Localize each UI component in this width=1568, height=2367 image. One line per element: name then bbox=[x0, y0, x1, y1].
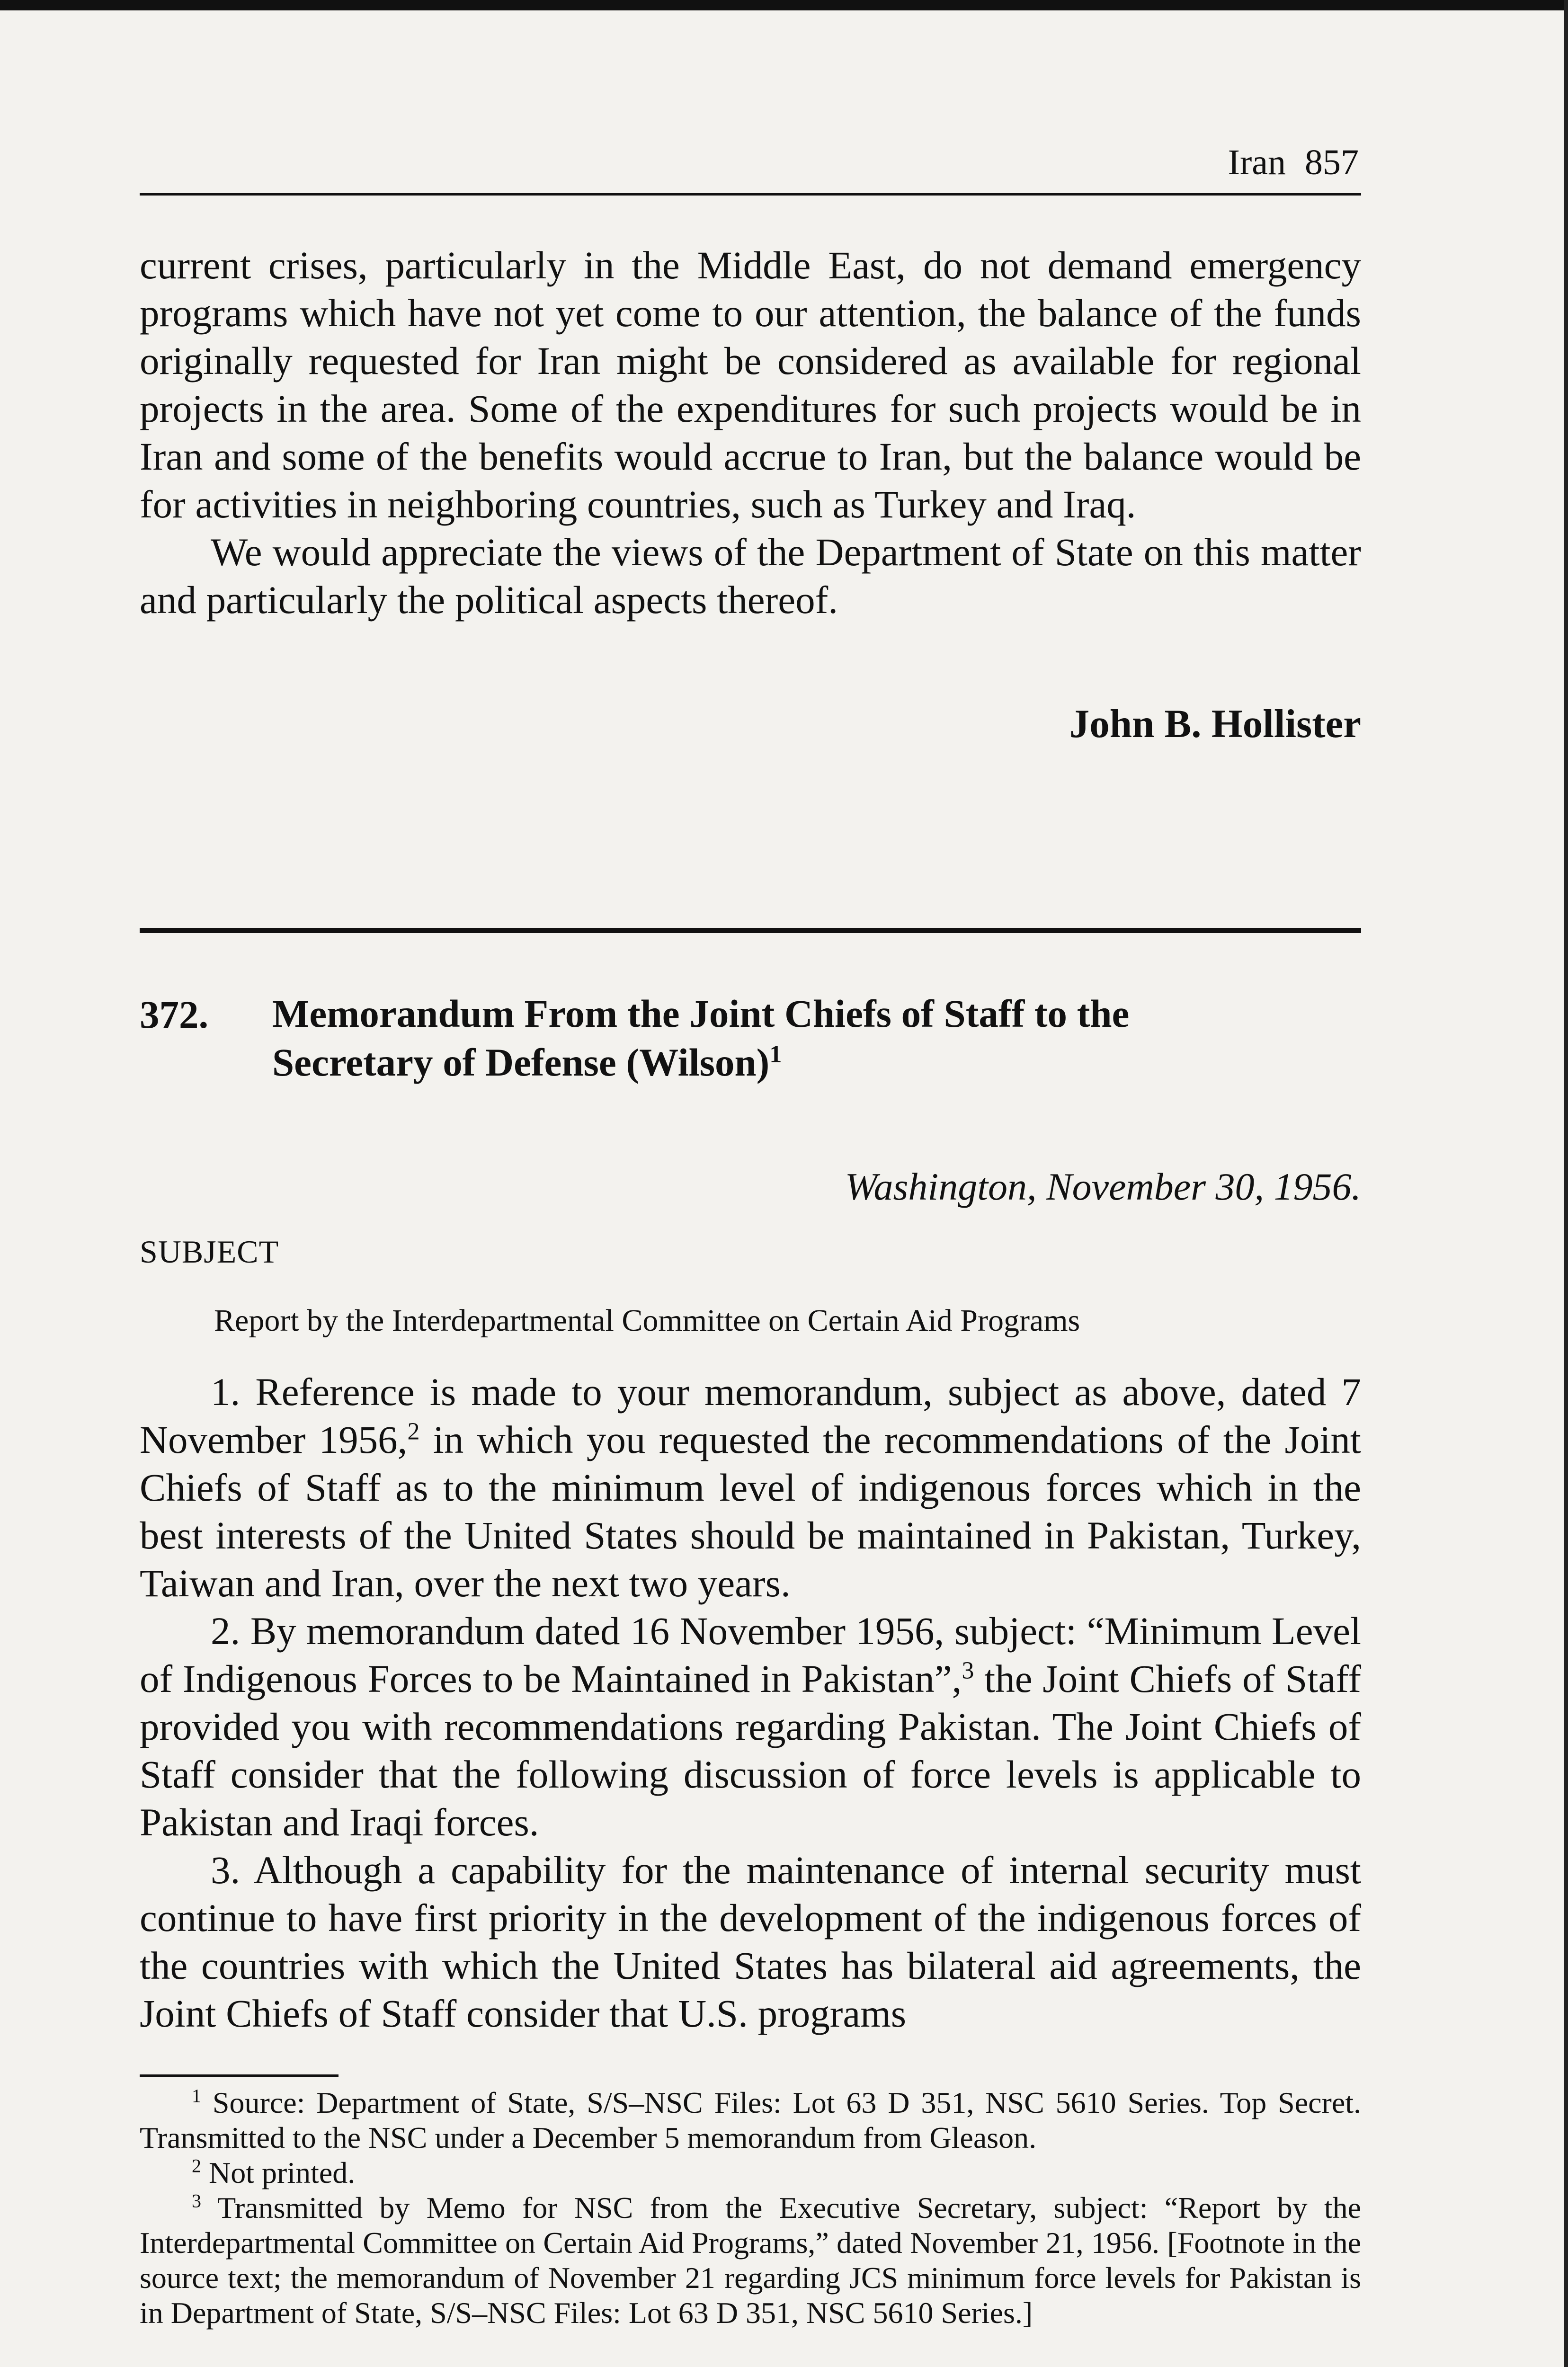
footnote-2 bbox=[140, 2155, 1361, 2190]
header-rule bbox=[140, 193, 1361, 196]
page-right-edge bbox=[1564, 0, 1568, 2367]
body-paragraph-1 bbox=[140, 1368, 1361, 1607]
subject-text: Report by the Interdepartmental Committee on Certain Aid Programs bbox=[214, 1303, 1080, 1338]
footnote-rule bbox=[140, 2074, 339, 2077]
document-separator-rule bbox=[140, 928, 1361, 933]
document-title-line-1: Memorandum From the Joint Chiefs of Staff to the bbox=[272, 992, 1130, 1035]
footnote-ref-3: 3 bbox=[962, 1657, 974, 1684]
request-paragraph: We would appreciate the views of the Department of State on this matter and particularly the political aspects thereof. bbox=[140, 530, 1361, 622]
footnote-ref-2: 2 bbox=[407, 1418, 420, 1445]
footnote-3 bbox=[140, 2190, 1361, 2331]
continuation-paragraph: current crises, particularly in the Middle East, do not demand emergency programs which have not yet come to our attention, the balance of the funds originally requested for Iran might be considered as available for regional projects in the area. Some of the expenditures for such projects would be in Iran and some of the benefits would accrue to Iran, but the balance would be for activities in neighboring countries, such as Turkey and Iraq. bbox=[140, 243, 1361, 526]
continuation-text bbox=[140, 241, 1361, 624]
footnote-1 bbox=[140, 2085, 1361, 2155]
body-paragraph-3: 3. Although a capability for the maintenance of internal security must continue to have first priority in the development of the indigenous forces of the countries with which the United States has bilateral aid agreements, the Joint Chiefs of Staff consider that U.S. programs bbox=[140, 1848, 1361, 2035]
footnote-ref-1: 1 bbox=[769, 1041, 782, 1068]
body-paragraph-1-text-b: in which you requested the recommendations of the Joint Chiefs of Staff as to the minimum level of indigenous forces which in the best interests of the United States should be maintained in Pakistan, Turkey, Taiwan and Iran, over the next two years. bbox=[140, 1418, 1361, 1605]
footnote-3-text: Transmitted by Memo for NSC from the Executive Secretary, subject: “Report by the Interdepartmental Committee on Certain Aid Programs,” dated November 21, 1956. [Footnote in the source text; the memorandum of November 21 regarding JCS minimum force levels for Pakistan is in Department of State, S/S–NSC Files: Lot 63 D 351, NSC 5610 Series.] bbox=[140, 2191, 1362, 2330]
memorandum-body bbox=[140, 1368, 1361, 2038]
running-head bbox=[1136, 142, 1359, 183]
dateline: Washington, November 30, 1956. bbox=[845, 1165, 1361, 1208]
footnote-1-marker: 1 bbox=[192, 2085, 201, 2107]
document-title-line-2-text: Secretary of Defense (Wilson) bbox=[272, 1041, 770, 1084]
footnote-2-marker: 2 bbox=[192, 2155, 201, 2177]
page-top-edge bbox=[0, 0, 1568, 10]
body-paragraph-2-text-b: the Joint Chiefs of Staff provided you with recommendations regarding Pakistan. The Joint Chiefs of Staff consider that the following discussion of force levels is applicable to Pakistan and Iraqi forces. bbox=[140, 1657, 1361, 1844]
subject-label: SUBJECT bbox=[140, 1234, 279, 1270]
document-title-line-2 bbox=[272, 1038, 1361, 1087]
signature: John B. Hollister bbox=[1069, 702, 1361, 746]
footnote-1-text: Source: Department of State, S/S–NSC Files: Lot 63 D 351, NSC 5610 Series. Top Secret. Transmitted to the NSC under a December 5 memorandum from Gleason. bbox=[140, 2086, 1362, 2154]
body-paragraph-2-text-a: 2. By memorandum dated 16 November 1956, subject: “Minimum Level of Indigenous Forces to be Maintained in Pakistan”, bbox=[140, 1609, 1361, 1700]
footnote-2-text: Not printed. bbox=[209, 2156, 356, 2189]
document-title bbox=[272, 989, 1361, 1087]
footnotes bbox=[140, 2085, 1361, 2331]
document-number: 372. bbox=[140, 993, 209, 1036]
footnote-3-marker: 3 bbox=[192, 2190, 201, 2212]
page-number: 857 bbox=[1305, 142, 1359, 182]
running-title: Iran bbox=[1228, 142, 1286, 182]
body-paragraph-1-text-a: 1. Reference is made to your memorandum, subject as above, dated 7 November 1956, bbox=[140, 1370, 1361, 1461]
body-paragraph-2 bbox=[140, 1607, 1361, 1846]
